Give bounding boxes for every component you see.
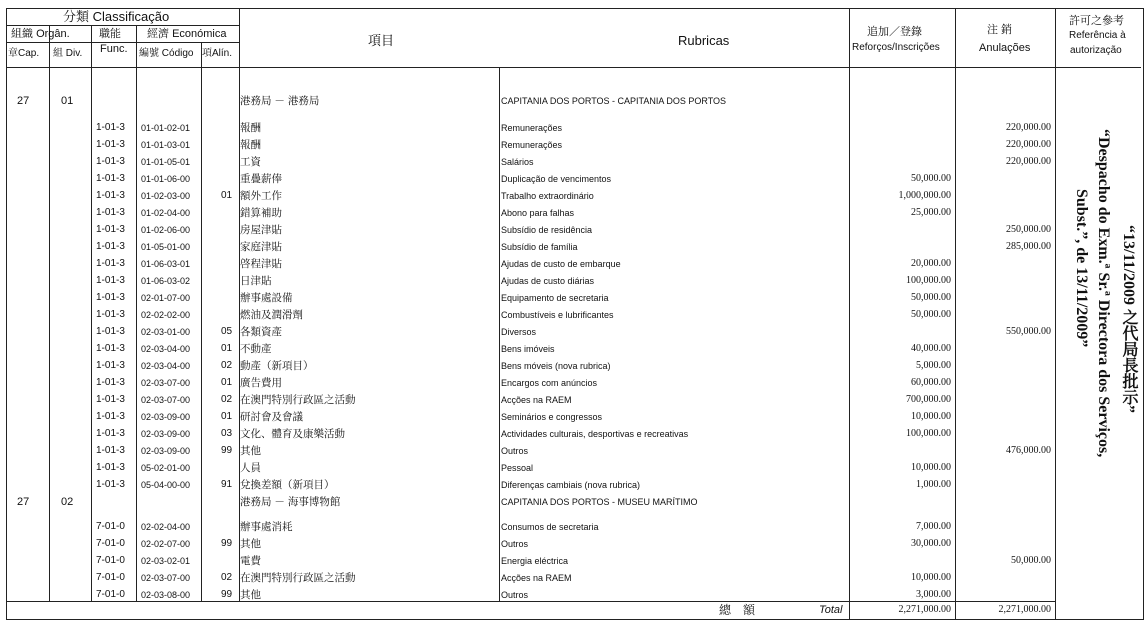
cell-code: 05-04-00-00 [141,480,191,490]
cell-func: 1-01-3 [96,207,125,218]
cell-code: 02-02-07-00 [141,539,191,549]
cell-reforcos: 10,000.00 [911,462,951,473]
authorization-line2: “Despacho do Exm.ª Sr.ª Directora dos Serviços, [1095,129,1112,458]
header-alin [202,47,232,61]
cell-code: 02-03-01-00 [141,327,191,337]
cell-func: 1-01-3 [96,224,125,235]
header-func-zh: 職能 [99,28,121,40]
cell-anulacoes: 476,000.00 [1006,445,1051,456]
cell-reforcos: 25,000.00 [911,207,951,218]
cell-code: 02-03-07-00 [141,378,191,388]
cell-rubrica: Remunerações [501,140,563,150]
col-line-func [136,26,137,601]
authorization-line1: “13/11/2009 之代局長批示” [1120,225,1137,414]
cell-item-zh: 工資 [240,156,261,168]
cell-func: 1-01-3 [96,139,125,150]
header-econ-pt: Económica [172,28,227,40]
cell-code: 01-01-02-01 [141,123,191,133]
cell-alin: 99 [221,445,233,456]
cell-rubrica: Acções na RAEM [501,573,572,583]
cell-func: 1-01-3 [96,377,125,388]
header-org-pt: Orgân. [36,28,70,40]
cell-item-zh: 港務局 － 海事博物館 [240,496,341,508]
cell-item-zh: 研討會及會議 [240,411,303,423]
cell-code: 02-03-07-00 [141,573,191,583]
cell-rubrica: Diversos [501,327,537,337]
cell-func: 1-01-3 [96,241,125,252]
cell-rubrica: Subsídio de residência [501,225,593,235]
cell-anulacoes: 50,000.00 [1011,555,1051,566]
col-line-rubricas [499,67,500,601]
cell-reforcos: 10,000.00 [911,572,951,583]
cell-reforcos: 100,000.00 [906,275,951,286]
cell-item-zh: 人員 [240,462,261,474]
header-div [53,47,82,61]
header-code [139,47,193,61]
cell-rubrica: Diferenças cambiais (nova rubrica) [501,480,641,490]
cell-alin: 01 [221,190,233,201]
cell-func: 1-01-3 [96,462,125,473]
col-line-reforcos [849,9,850,619]
cell-rubrica: Consumos de secretaria [501,522,599,532]
cell-div: 01 [61,95,74,107]
cell-code: 02-03-07-00 [141,395,191,405]
cell-func: 1-01-3 [96,309,125,320]
cell-rubrica: CAPITANIA DOS PORTOS - MUSEU MARÍTIMO [501,497,698,507]
cell-alin: 03 [221,428,233,439]
header-code-zh: 編號 [139,48,159,59]
cell-func: 1-01-3 [96,173,125,184]
cell-rubrica: Acções na RAEM [501,395,572,405]
cell-anulacoes: 285,000.00 [1006,241,1051,252]
cell-code: 01-01-05-01 [141,157,191,167]
header-classification [63,10,169,24]
cell-func: 1-01-3 [96,428,125,439]
cell-rubrica: Abono para falhas [501,208,575,218]
cell-code: 02-03-09-00 [141,429,191,439]
cell-func: 1-01-3 [96,343,125,354]
header-reforcos-zh: 追加／登錄 [867,26,922,38]
header-classification-pt: Classificação [92,9,170,24]
cell-func: 7-01-0 [96,555,125,566]
header-alin-zh: 項 [202,48,212,59]
cell-rubrica: Actividades culturais, desportivas e recreativas [501,429,689,439]
cell-alin: 02 [221,394,233,405]
col-line-code [201,42,202,601]
cell-code: 02-03-09-00 [141,446,191,456]
cell-alin: 01 [221,377,233,388]
cell-func: 1-01-3 [96,258,125,269]
cell-rubrica: Duplicação de vencimentos [501,174,612,184]
cell-item-zh: 啓程津貼 [240,258,282,270]
header-bottom-line [7,67,1141,68]
cell-reforcos: 40,000.00 [911,343,951,354]
cell-item-zh: 在澳門特別行政區之活動 [240,572,356,584]
cell-alin: 01 [221,411,233,422]
cell-anulacoes: 250,000.00 [1006,224,1051,235]
cell-func: 1-01-3 [96,394,125,405]
cell-alin: 99 [221,589,233,600]
header-reforcos-pt: Reforços/Inscrições [852,42,940,53]
total-label-pt: Total [819,604,843,616]
cell-func: 7-01-0 [96,572,125,583]
header-org-zh: 組織 [11,28,33,40]
col-line-cap [49,26,50,601]
cell-func: 7-01-0 [96,589,125,600]
cell-alin: 99 [221,538,233,549]
cell-item-zh: 電費 [240,555,261,567]
cell-reforcos: 50,000.00 [911,309,951,320]
header-alin-pt: Alín. [212,48,233,59]
cell-rubrica: Equipamento de secretaria [501,293,609,303]
cell-reforcos: 10,000.00 [911,411,951,422]
header-code-pt: Código [161,48,194,59]
col-line-div [91,26,92,601]
cell-item-zh: 家庭津貼 [240,241,282,253]
cell-func: 7-01-0 [96,521,125,532]
header-ref-pt2: autorização [1070,45,1122,56]
cell-item-zh: 報酬 [240,122,261,134]
cell-reforcos: 50,000.00 [911,292,951,303]
cell-item-zh: 錯算補助 [240,207,282,219]
cell-reforcos: 7,000.00 [916,521,951,532]
header-ref-zh: 許可之參考 [1069,15,1124,27]
cell-reforcos: 50,000.00 [911,173,951,184]
cell-rubrica: Pessoal [501,463,534,473]
cell-item-zh: 報酬 [240,139,261,151]
header-cap-pt: Cap. [18,48,40,59]
cell-alin: 05 [221,326,233,337]
cell-div: 02 [61,496,74,508]
cell-rubrica: Bens imóveis [501,344,555,354]
cell-rubrica: Ajudas de custo diárias [501,276,595,286]
cell-code: 02-03-08-00 [141,590,191,600]
header-anulacoes-zh: 注 銷 [987,24,1013,36]
cell-rubrica: Trabalho extraordinário [501,191,594,201]
cell-item-zh: 房屋津貼 [240,224,282,236]
cell-func: 1-01-3 [96,190,125,201]
header-rubricas: Rubricas [678,33,730,48]
cell-rubrica: Outros [501,539,529,549]
cell-func: 7-01-0 [96,538,125,549]
header-econ-zh: 經濟 [147,28,169,40]
cell-alin: 02 [221,360,233,371]
cell-cap: 27 [17,496,30,508]
cell-rubrica: Outros [501,590,529,600]
cell-code: 01-01-03-01 [141,140,191,150]
cell-code: 02-03-02-01 [141,556,191,566]
cell-code: 01-02-03-00 [141,191,191,201]
header-anulacoes-pt: Anulações [979,42,1031,54]
cell-rubrica: Outros [501,446,529,456]
col-line-ref [1055,9,1056,619]
cell-item-zh: 其他 [240,445,261,457]
col-line-anulacoes [955,9,956,619]
cell-reforcos: 1,000,000.00 [898,190,951,201]
cell-func: 1-01-3 [96,292,125,303]
cell-code: 02-03-09-00 [141,412,191,422]
cell-item-zh: 辦事處消耗 [240,521,293,533]
cell-item-zh: 動產（新項目） [240,360,314,372]
cell-code: 02-02-02-00 [141,310,191,320]
cell-rubrica: Subsídio de família [501,242,578,252]
cell-item-zh: 港務局 － 港務局 [240,95,320,107]
cell-rubrica: Ajudas de custo de embarque [501,259,621,269]
header-cap [8,47,39,61]
cell-code: 01-05-01-00 [141,242,191,252]
cell-anulacoes: 550,000.00 [1006,326,1051,337]
cell-code: 01-02-06-00 [141,225,191,235]
authorization-reference [1069,129,1144,569]
header-item-zh: 項目 [368,33,395,48]
total-label-zh: 總 額 [719,603,756,617]
budget-table [6,8,1144,620]
cell-code: 02-02-04-00 [141,522,191,532]
cell-reforcos: 100,000.00 [906,428,951,439]
cell-code: 05-02-01-00 [141,463,191,473]
cell-rubrica: Encargos com anúncios [501,378,598,388]
cell-anulacoes: 220,000.00 [1006,122,1051,133]
cell-reforcos: 700,000.00 [906,394,951,405]
cell-alin: 02 [221,572,233,583]
cell-item-zh: 燃油及潤滑劑 [240,309,303,321]
cell-rubrica: Remunerações [501,123,563,133]
cell-item-zh: 在澳門特別行政區之活動 [240,394,356,406]
header-org [11,27,70,41]
cell-item-zh: 文化、體育及康樂活動 [240,428,345,440]
cell-item-zh: 兌換差額（新項目） [240,479,335,491]
header-cap-zh: 章 [8,48,18,59]
cell-func: 1-01-3 [96,326,125,337]
cell-rubrica: CAPITANIA DOS PORTOS - CAPITANIA DOS PORTOS [501,96,727,106]
authorization-line3: Subst.”, de 13/11/2009” [1073,189,1090,348]
cell-reforcos: 20,000.00 [911,258,951,269]
header-econ [147,27,226,41]
cell-rubrica: Salários [501,157,534,167]
cell-func: 1-01-3 [96,360,125,371]
header-classification-zh: 分類 [63,9,90,24]
cell-item-zh: 其他 [240,589,261,601]
cell-item-zh: 廣告費用 [240,377,282,389]
cell-reforcos: 30,000.00 [911,538,951,549]
cell-cap: 27 [17,95,30,107]
cell-reforcos: 3,000.00 [916,589,951,600]
cell-item-zh: 辦事處設備 [240,292,293,304]
cell-func: 1-01-3 [96,122,125,133]
cell-func: 1-01-3 [96,156,125,167]
cell-func: 1-01-3 [96,411,125,422]
cell-code: 02-03-04-00 [141,361,191,371]
cell-reforcos: 1,000.00 [916,479,951,490]
cell-alin: 01 [221,343,233,354]
cell-rubrica: Energia eléctrica [501,556,569,566]
cell-code: 01-02-04-00 [141,208,191,218]
header-div-zh: 組 [53,48,63,59]
header-line-1 [7,25,239,26]
cell-reforcos: 5,000.00 [916,360,951,371]
cell-item-zh: 各類資產 [240,326,282,338]
cell-item-zh: 日津貼 [240,275,272,287]
cell-code: 01-06-03-02 [141,276,191,286]
cell-item-zh: 重疊薪俸 [240,173,282,185]
cell-anulacoes: 220,000.00 [1006,139,1051,150]
cell-item-zh: 額外工作 [240,190,282,202]
cell-code: 02-01-07-00 [141,293,191,303]
cell-code: 02-03-04-00 [141,344,191,354]
cell-reforcos: 60,000.00 [911,377,951,388]
header-ref-pt1: Referência à [1069,30,1126,41]
total-reforcos: 2,271,000.00 [898,604,951,615]
cell-rubrica: Combustíveis e lubrificantes [501,310,614,320]
cell-rubrica: Seminários e congressos [501,412,603,422]
cell-anulacoes: 220,000.00 [1006,156,1051,167]
cell-code: 01-01-06-00 [141,174,191,184]
cell-rubrica: Bens móveis (nova rubrica) [501,361,611,371]
cell-func: 1-01-3 [96,479,125,490]
header-func-pt: Func. [100,43,128,55]
cell-func: 1-01-3 [96,445,125,456]
cell-code: 01-06-03-01 [141,259,191,269]
header-div-pt: Div. [65,48,83,59]
cell-item-zh: 其他 [240,538,261,550]
cell-func: 1-01-3 [96,275,125,286]
cell-alin: 91 [221,479,233,490]
total-anulacoes: 2,271,000.00 [998,604,1051,615]
cell-item-zh: 不動產 [240,343,272,355]
